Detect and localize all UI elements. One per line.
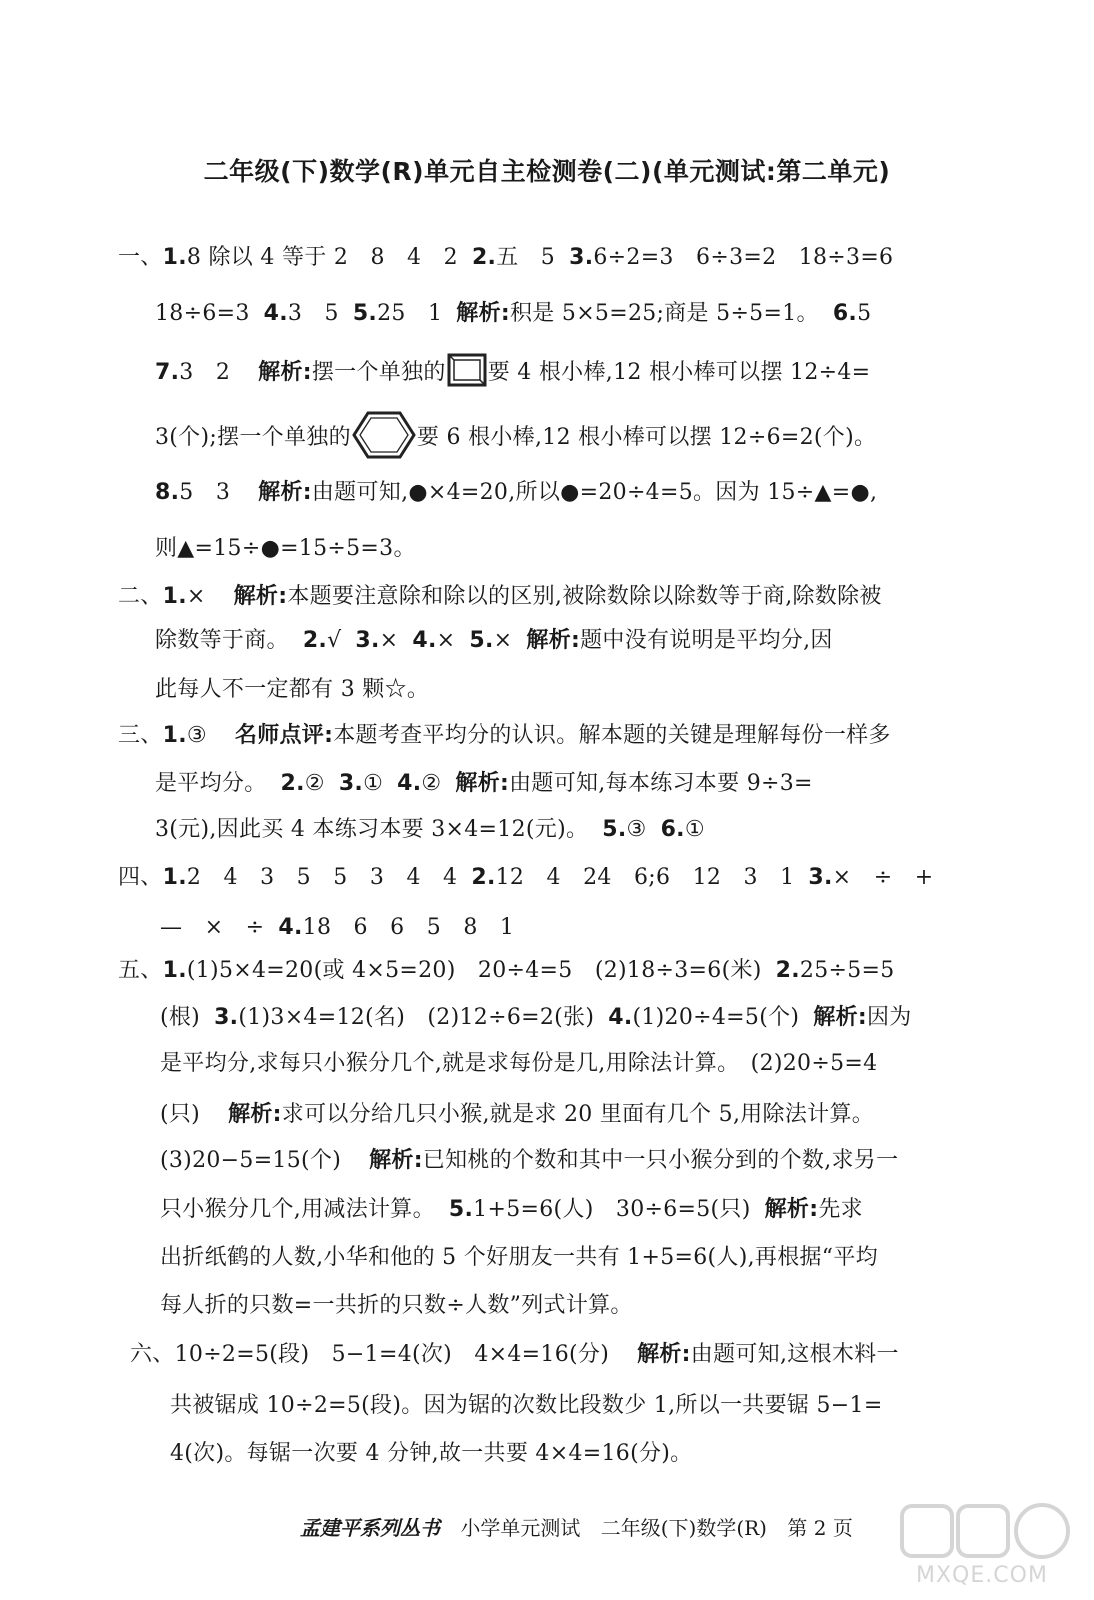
answer-text: × [436, 628, 456, 653]
analysis-text: 由题可知,这根木料一 [690, 1342, 899, 1367]
analysis-text: 已知桃的个数和其中一只小猴分到的个数,求另一 [422, 1148, 899, 1173]
answer-text: × [379, 628, 399, 653]
question-number: 2. [471, 865, 496, 890]
answer-text: (只) [160, 1102, 201, 1127]
s5-line-7 [160, 1240, 878, 1271]
square-stick-icon [446, 352, 488, 394]
question-number: 2. [280, 771, 305, 796]
s5-line-8 [160, 1288, 633, 1319]
section-number: 一、 [118, 245, 163, 270]
s5-line-4 [160, 1097, 874, 1128]
answer-text: 1+5=6(人) 30÷6=5(只) [473, 1197, 751, 1222]
answer-text: √ [327, 628, 342, 653]
s5-line-3 [160, 1046, 877, 1077]
analysis-text: 由题可知,●×4=20,所以●=20÷4=5。因为 15÷▲=●, [311, 480, 878, 505]
comment-text: 本题考查平均分的认识。解本题的关键是理解每份一样多 [333, 723, 891, 748]
s2-line-2 [155, 623, 833, 654]
analysis-text: 先求 [818, 1197, 863, 1222]
question-number: 1. [162, 584, 187, 609]
question-number: 5. [352, 301, 378, 326]
s5-line-1 [118, 953, 895, 984]
footer-page-prefix: 第 [787, 1516, 808, 1540]
section-number: 六、 [130, 1342, 175, 1367]
s1-line-2 [155, 296, 871, 327]
section-number: 四、 [118, 865, 163, 890]
answer-text: ② [421, 771, 442, 796]
answer-text: 8 除以 4 等于 2 8 4 2 [186, 245, 458, 270]
question-number: 5. [469, 628, 494, 653]
s1-line-1 [118, 240, 893, 271]
analysis-text: 求可以分给几只小猴,就是求 20 里面有几个 5,用除法计算。 [281, 1102, 875, 1127]
analysis-text: 要 6 根小棒,12 根小棒可以摆 12÷6=2(个)。 [416, 425, 877, 450]
answer-text: 2 4 3 5 5 3 4 4 [186, 865, 458, 890]
answer-text: × [186, 584, 206, 609]
question-number: 6. [660, 817, 685, 842]
comment-text: 是平均分。 [155, 771, 267, 796]
analysis-text: 共被锯成 10÷2=5(段)。因为锯的次数比段数少 1,所以一共要锯 5−1= [170, 1393, 883, 1418]
answer-text: 五 5 [496, 245, 556, 270]
s5-line-5 [160, 1143, 898, 1174]
answer-text: ① [684, 817, 705, 842]
answer-text: × ÷ + [832, 865, 934, 890]
analysis-text: 因为 [866, 1005, 912, 1030]
answer-text: 3 5 [287, 301, 339, 326]
answer-text: 25÷5=5 [799, 958, 895, 983]
answer-text: (1)20÷4=5(个) [632, 1005, 800, 1030]
question-number: 4. [278, 915, 303, 940]
question-number: 3. [214, 1005, 239, 1030]
question-number: 2. [471, 245, 497, 270]
analysis-text: 是平均分,求每只小猴分几个,就是求每份是几,用除法计算。 (2)20÷5=4 [160, 1051, 878, 1076]
analysis-text: 积是 5×5=25;商是 5÷5=1。 [510, 301, 819, 326]
analysis-label: 解析: [258, 360, 312, 385]
question-number: 1. [162, 723, 187, 748]
question-number: 2. [302, 628, 328, 653]
analysis-label: 解析: [233, 584, 288, 609]
s3-line-3 [155, 812, 705, 843]
analysis-text: 此每人不一定都有 3 颗☆。 [155, 677, 430, 702]
question-number: 3. [338, 771, 364, 796]
section-number: 三、 [118, 723, 163, 748]
footer-book: 小学单元测试 [460, 1516, 581, 1540]
question-number: 4. [608, 1005, 633, 1030]
analysis-text: 出折纸鹤的人数,小华和他的 5 个好朋友一共有 1+5=6(人),再根据“平均 [160, 1245, 878, 1270]
analysis-label: 解析: [526, 628, 581, 653]
analysis-text: 只小猴分几个,用减法计算。 [160, 1197, 435, 1222]
footer-series: 孟建平系列丛书 [300, 1516, 440, 1540]
s5-line-2 [160, 1000, 912, 1031]
question-number: 1. [162, 245, 187, 270]
question-number: 2. [775, 958, 800, 983]
analysis-label: 解析: [764, 1197, 819, 1222]
question-number: 4. [263, 301, 288, 326]
watermark-text: MXQE.COM [916, 1563, 1048, 1588]
question-number: 7. [155, 360, 180, 385]
analysis-label: 解析: [456, 301, 510, 326]
page-title: 二年级(下)数学(R)单元自主检测卷(二)(单元测试:第二单元) [203, 157, 891, 186]
watermark-logo [896, 1500, 1076, 1590]
answer-text: 18 6 6 5 8 1 [302, 915, 515, 940]
s1-line-3 [155, 352, 870, 394]
question-number: 5. [602, 817, 627, 842]
s4-line-2 [160, 910, 514, 941]
s1-line-5 [155, 475, 877, 506]
answer-text: 5 3 [179, 480, 231, 505]
answer-text: 3 2 [179, 360, 231, 385]
answer-text: 18÷6=3 [155, 301, 250, 326]
analysis-text: 题中没有说明是平均分,因 [580, 628, 833, 653]
question-number: 3. [569, 245, 594, 270]
question-number: 8. [155, 480, 180, 505]
answer-text: ① [363, 771, 384, 796]
footer-page-suffix: 页 [832, 1516, 853, 1540]
answer-text: ② [304, 771, 325, 796]
analysis-text: 由题可知,每本练习本要 9÷3= [509, 771, 813, 796]
page-footer [300, 1512, 853, 1541]
analysis-label: 解析: [228, 1102, 282, 1127]
hexagon-stick-icon [351, 410, 417, 466]
analysis-text: 4(次)。每锯一次要 4 分钟,故一共要 4×4=16(分)。 [170, 1441, 693, 1466]
answer-text: (1)3×4=12(名) (2)12÷6=2(张) [238, 1005, 595, 1030]
analysis-text: 摆一个单独的 [311, 360, 446, 385]
s6-line-1 [130, 1337, 899, 1368]
answer-text: 25 1 [377, 301, 443, 326]
analysis-label: 解析: [369, 1148, 423, 1173]
question-number: 4. [397, 771, 422, 796]
analysis-text: 则▲=15÷●=15÷5=3。 [155, 536, 416, 561]
question-number: 4. [412, 628, 437, 653]
answer-text: 12 4 24 6;6 12 3 1 [495, 865, 795, 890]
analysis-text: 除数等于商。 [155, 628, 289, 653]
answer-text: 5 [857, 301, 872, 326]
analysis-text: 3(元),因此买 4 本练习本要 3×4=12(元)。 [155, 817, 589, 842]
question-number: 3. [355, 628, 380, 653]
analysis-label: 解析: [455, 771, 510, 796]
answer-text: ③ [626, 817, 647, 842]
s2-line-1 [118, 579, 882, 610]
analysis-label: 解析: [258, 480, 312, 505]
question-number: 5. [448, 1197, 474, 1222]
footer-grade: 二年级(下)数学(R) [600, 1516, 767, 1540]
analysis-text: 要 4 根小棒,12 根小棒可以摆 12÷4= [487, 360, 871, 385]
question-number: 6. [832, 301, 858, 326]
analysis-label: 解析: [813, 1005, 867, 1030]
s3-line-2 [155, 766, 813, 797]
teacher-comment-label: 名师点评: [234, 723, 334, 748]
answer-text: (3)20−5=15(个) [160, 1148, 342, 1173]
question-number: 1. [162, 958, 187, 983]
page-number: 2 [813, 1516, 827, 1540]
s3-line-1 [118, 718, 891, 749]
answer-text: (1)5×4=20(或 4×5=20) 20÷4=5 (2)18÷3=6(米) [186, 958, 762, 983]
answer-text: (根) [160, 1005, 201, 1030]
analysis-text: 每人折的只数=一共折的只数÷人数”列式计算。 [160, 1293, 633, 1318]
s1-line-4 [155, 410, 876, 466]
s6-line-3 [170, 1436, 692, 1467]
analysis-text: 3(个);摆一个单独的 [155, 425, 351, 450]
section-number: 五、 [118, 958, 163, 983]
s2-line-3 [155, 672, 429, 703]
answer-text: ③ [186, 723, 207, 748]
answer-text: 6÷2=3 6÷3=2 18÷3=6 [593, 245, 894, 270]
question-number: 1. [162, 865, 187, 890]
answer-text: 10÷2=5(段) 5−1=4(次) 4×4=16(分) [174, 1342, 610, 1367]
answer-text: × [493, 628, 513, 653]
s1-line-6 [155, 531, 416, 562]
analysis-text: 本题要注意除和除以的区别,被除数除以除数等于商,除数除被 [287, 584, 882, 609]
answer-text: — × ÷ [160, 915, 265, 940]
s5-line-6 [160, 1192, 863, 1223]
analysis-label: 解析: [637, 1342, 691, 1367]
question-number: 3. [808, 865, 833, 890]
s6-line-2 [170, 1388, 883, 1419]
section-number: 二、 [118, 584, 163, 609]
s4-line-1 [118, 860, 933, 891]
